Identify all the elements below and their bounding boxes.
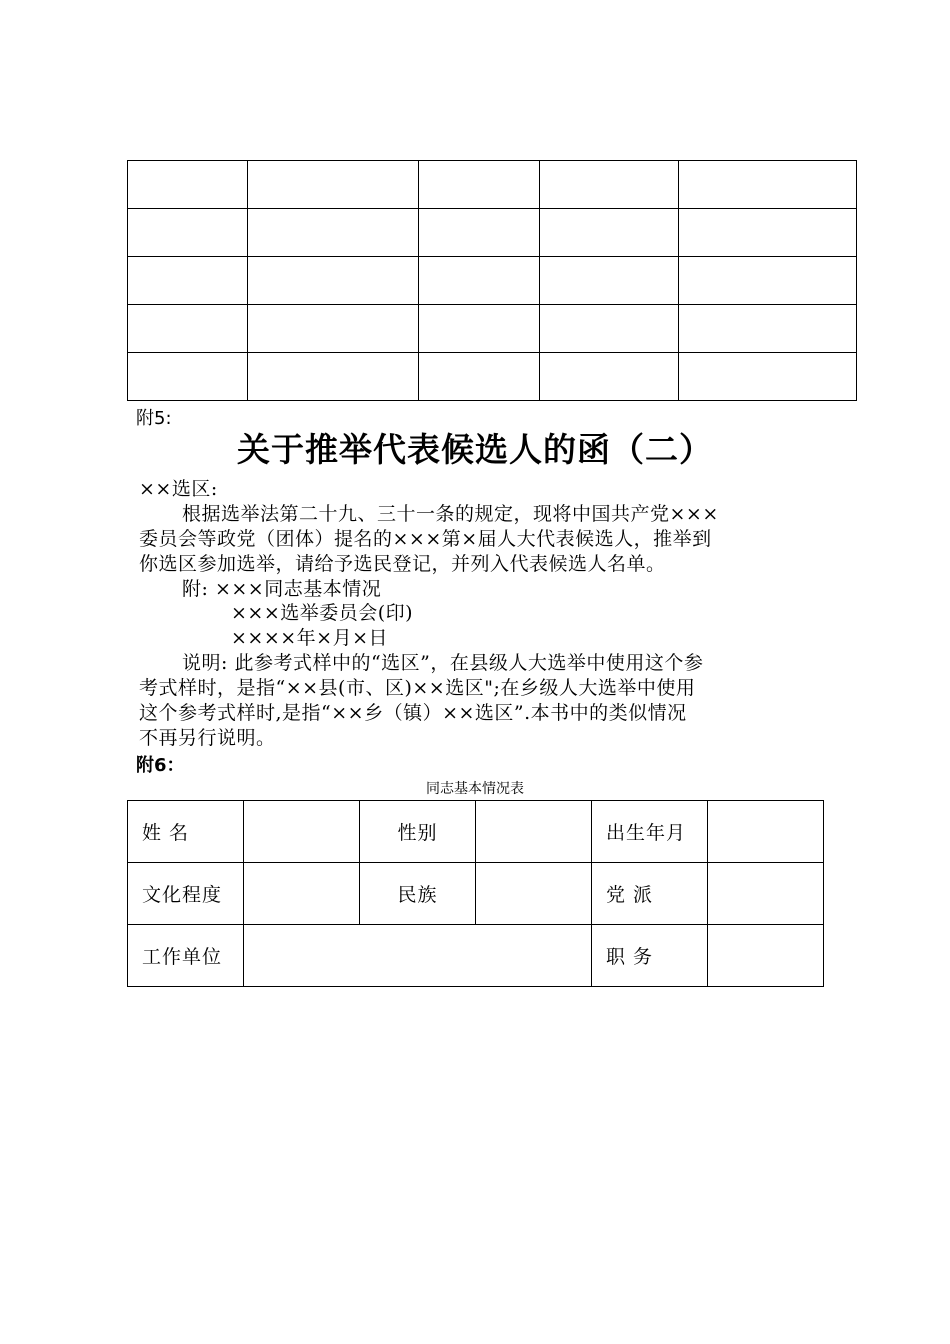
position-value-cell	[708, 925, 824, 987]
attachment-line: 附: ×××同志基本情况	[182, 578, 382, 600]
appendix6-label: 附6：	[136, 755, 185, 776]
note-line-3: 这个参考式样时,是指“××乡（镇）××选区”.本书中的类似情况	[139, 702, 687, 724]
table-row	[128, 161, 857, 209]
table-row	[128, 353, 857, 401]
gender-label: 性别	[360, 801, 476, 863]
note-line-2: 考式样时，是指“××县(市、区)××选区";在乡级人大选举中使用	[139, 677, 696, 699]
table-caption: 同志基本情况表	[426, 781, 524, 797]
basic-info-table	[127, 800, 824, 987]
table-row	[128, 305, 857, 353]
party-label: 党 派	[592, 863, 708, 925]
salutation: ××选区:	[139, 478, 218, 500]
body-line-2: 委员会等政党（团体）提名的×××第×届人大代表候选人，推举到	[139, 528, 712, 550]
note-line-4: 不再另行说明。	[139, 727, 276, 749]
table-row	[128, 925, 824, 987]
table-row	[128, 801, 824, 863]
ethnicity-value-cell	[476, 863, 592, 925]
appendix5-label: 附5:	[136, 408, 172, 429]
workplace-label: 工作单位	[128, 925, 244, 987]
table-row	[128, 257, 857, 305]
birth-label: 出生年月	[592, 801, 708, 863]
position-label: 职 务	[592, 925, 708, 987]
education-value-cell	[244, 863, 360, 925]
name-value-cell	[244, 801, 360, 863]
party-value-cell	[708, 863, 824, 925]
body-line-1: 根据选举法第二十九、三十一条的规定，现将中国共产党×××	[182, 503, 719, 525]
table-row	[128, 863, 824, 925]
ethnicity-label: 民族	[360, 863, 476, 925]
signature-line: ×××选举委员会(印)	[231, 602, 414, 624]
workplace-value-cell	[244, 925, 592, 987]
gender-value-cell	[476, 801, 592, 863]
table-row	[128, 209, 857, 257]
date-line: ××××年×月×日	[231, 627, 389, 649]
birth-value-cell	[708, 801, 824, 863]
document-title: 关于推举代表候选人的函（二）	[237, 430, 713, 469]
name-label-cell	[128, 801, 244, 863]
empty-grid-table	[127, 160, 857, 401]
name-label: 姓 名	[142, 822, 190, 844]
education-label: 文化程度	[128, 863, 244, 925]
note-line-1: 说明: 此参考式样中的“选区”，在县级人大选举中使用这个参	[182, 652, 704, 674]
body-line-3: 你选区参加选举，请给予选民登记，并列入代表候选人名单。	[139, 553, 666, 575]
